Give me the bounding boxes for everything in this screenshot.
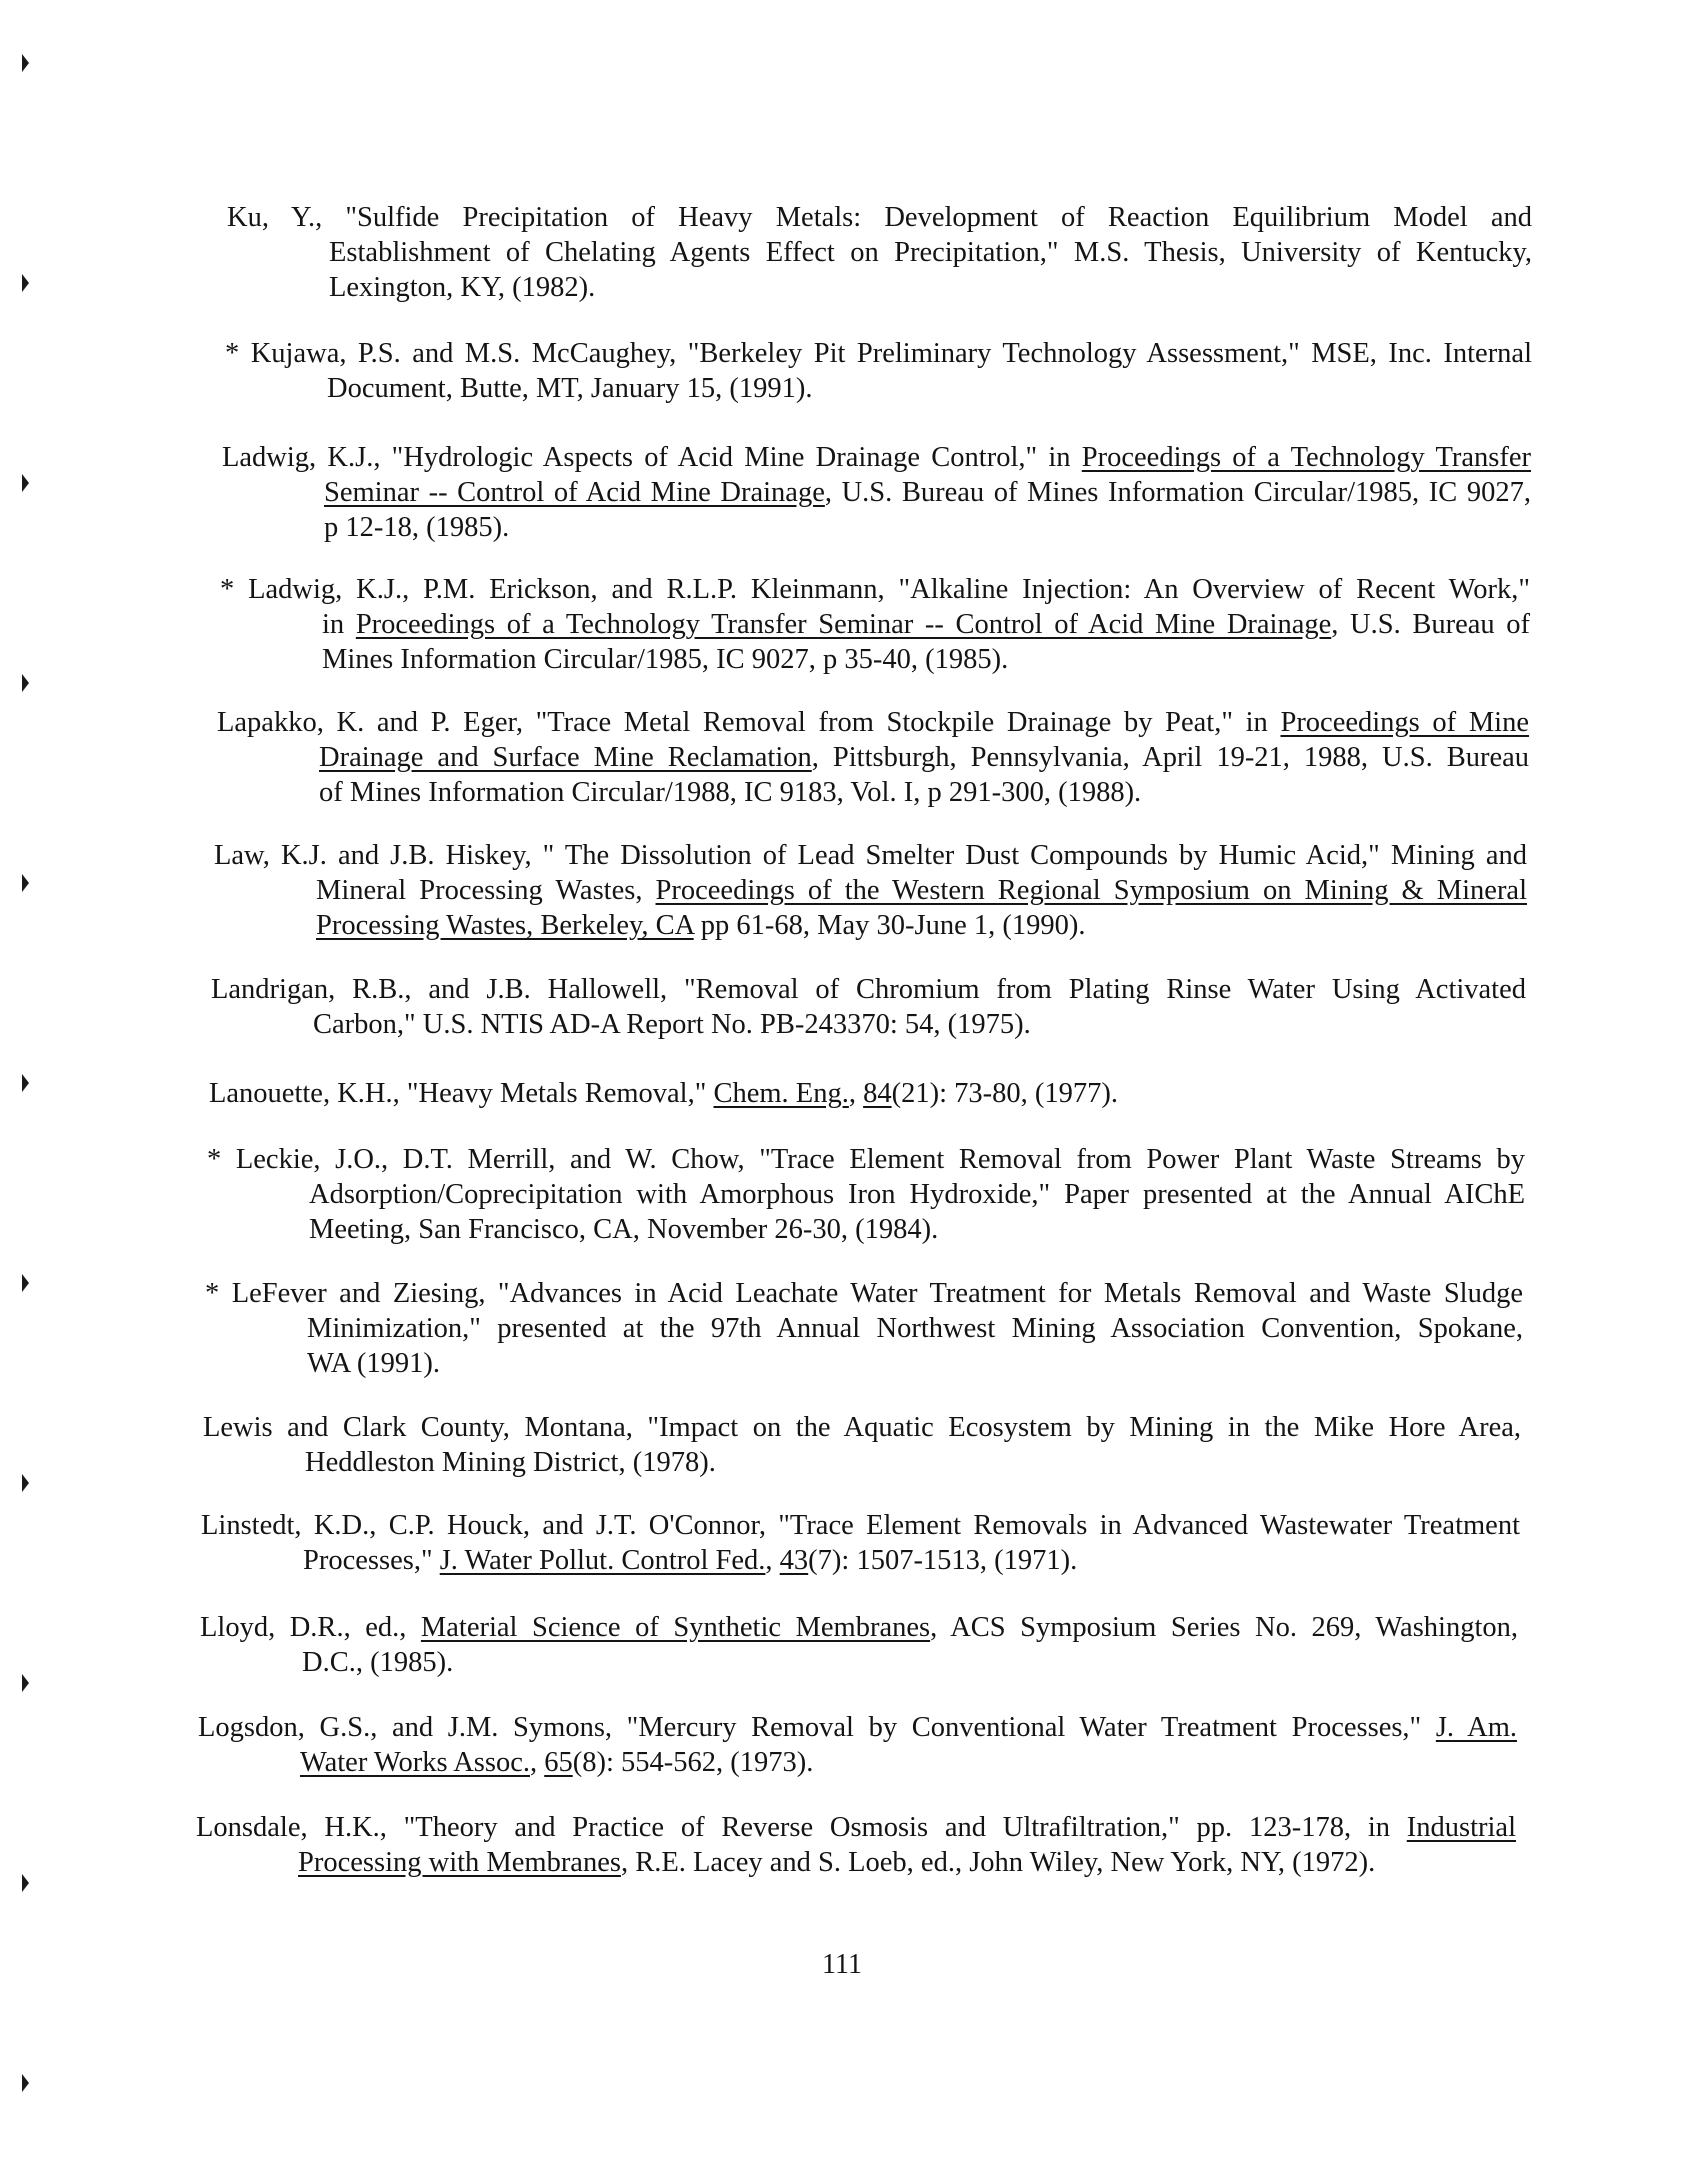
reference-entry [198,1710,1517,1780]
reference-entry [205,1276,1523,1381]
cited-title: Processing with Membranes [298,1847,621,1878]
reference-entry [214,838,1527,943]
binding-mark [22,2074,29,2092]
reference-entry [222,440,1531,545]
reference-line: * LeFever and Ziesing, "Advances in Acid Leachate Water Treatment for Metals Removal and Waste Sludge [205,1278,1523,1309]
volume-number: 65 [544,1747,573,1778]
volume-number: 84 [863,1078,892,1109]
cited-title: Proceedings of a Technology Transfer Seminar -- Control of Acid Mine Drainage [355,609,1332,640]
reference-line: Mineral Processing Wastes, Proceedings of the Western Regional Symposium on Mining & Mineral [316,875,1527,906]
reference-line: Lanouette, K.H., "Heavy Metals Removal," Chem. Eng., 84(21): 73-80, (1977). [209,1078,1118,1109]
reference-line: Water Works Assoc., 65(8): 554-562, (1973). [300,1747,814,1778]
reference-line: Ku, Y., "Sulfide Precipitation of Heavy Metals: Development of Reaction Equilibrium Model and [227,202,1532,233]
journal-title: Chem. Eng. [713,1078,849,1109]
reference-line: Minimization," presented at the 97th Annual Northwest Mining Association Convention, Spokane, [307,1313,1523,1344]
reference-entry [227,200,1532,305]
reference-entry [211,972,1526,1042]
reference-line: Document, Butte, MT, January 15, (1991). [327,373,813,404]
binding-mark [22,1874,29,1892]
reference-line: Meeting, San Francisco, CA, November 26-30, (1984). [309,1214,939,1245]
cited-title: Processing Wastes, Berkeley, CA [316,910,694,941]
reference-line: Law, K.J. and J.B. Hiskey, " The Dissolution of Lead Smelter Dust Compounds by Humic Acid," Mining and [214,840,1527,871]
cited-title: Seminar -- Control of Acid Mine Drainage [324,477,825,508]
binding-mark [22,1674,29,1692]
reference-line: Lewis and Clark County, Montana, "Impact on the Aquatic Ecosystem by Mining in the Mike Hore Area, [203,1412,1521,1443]
reference-entry [220,572,1530,677]
page-number: 111 [822,1949,862,1980]
binding-mark [22,1074,29,1092]
reference-line: D.C., (1985). [302,1647,454,1678]
volume-number: 43 [779,1545,809,1576]
reference-line: Lexington, KY, (1982). [329,272,596,303]
cited-title: Industrial [1406,1812,1516,1843]
binding-mark [22,474,29,492]
reference-line: Seminar -- Control of Acid Mine Drainage, U.S. Bureau of Mines Information Circular/1985, IC 9027, [324,477,1531,508]
binding-mark [22,674,29,692]
journal-title: J. Am. [1435,1712,1517,1743]
reference-entry [203,1410,1521,1480]
reference-line: Heddleston Mining District, (1978). [305,1447,716,1478]
reference-line: Lloyd, D.R., ed., Material Science of Synthetic Membranes, ACS Symposium Series No. 269, Washington, [200,1612,1518,1643]
binding-mark [22,274,29,292]
journal-title: Water Works Assoc. [300,1747,530,1778]
reference-entry [207,1142,1525,1247]
reference-line: Lapakko, K. and P. Eger, "Trace Metal Removal from Stockpile Drainage by Peat," in Proceedings of Mine [217,707,1529,738]
reference-line: Linstedt, K.D., C.P. Houck, and J.T. O'Connor, "Trace Element Removals in Advanced Wastewater Treatment [201,1510,1520,1541]
reference-line: * Ladwig, K.J., P.M. Erickson, and R.L.P. Kleinmann, "Alkaline Injection: An Overview of Recent Work," [220,574,1530,605]
cited-title: Proceedings of Mine [1280,707,1529,738]
reference-entry [196,1810,1516,1880]
reference-line: of Mines Information Circular/1988, IC 9183, Vol. I, p 291-300, (1988). [319,777,1142,808]
reference-entry [200,1610,1518,1680]
reference-line: Logsdon, G.S., and J.M. Symons, "Mercury Removal by Conventional Water Treatment Processes," J. Am. [198,1712,1517,1743]
reference-line: WA (1991). [307,1348,440,1379]
binding-mark [22,874,29,892]
reference-entry [225,336,1532,406]
reference-line: in Proceedings of a Technology Transfer Seminar -- Control of Acid Mine Drainage, U.S. Bureau of [322,609,1531,640]
cited-title: Drainage and Surface Mine Reclamation [319,742,812,773]
reference-line: Processes," J. Water Pollut. Control Fed., 43(7): 1507-1513, (1971). [303,1545,1078,1576]
reference-entry [217,705,1529,810]
binding-mark [22,54,29,72]
reference-entry [201,1508,1520,1578]
reference-line: Mines Information Circular/1985, IC 9027, p 35-40, (1985). [322,644,1009,675]
cited-title: Proceedings of the Western Regional Symposium on Mining & Mineral [655,875,1527,906]
binding-mark [22,1474,29,1492]
reference-entry [209,1076,1519,1111]
reference-line: Landrigan, R.B., and J.B. Hallowell, "Removal of Chromium from Plating Rinse Water Using Activated [211,974,1526,1005]
binding-mark [22,1274,29,1292]
reference-line: Establishment of Chelating Agents Effect on Precipitation," M.S. Thesis, University of Kentucky, [329,237,1532,268]
reference-line: Lonsdale, H.K., "Theory and Practice of Reverse Osmosis and Ultrafiltration," pp. 123-178, in Industrial [196,1812,1516,1843]
reference-line: Carbon," U.S. NTIS AD-A Report No. PB-243370: 54, (1975). [313,1009,1031,1040]
reference-line: Processing with Membranes, R.E. Lacey and S. Loeb, ed., John Wiley, New York, NY, (1972). [298,1847,1376,1878]
reference-line: * Kujawa, P.S. and M.S. McCaughey, "Berkeley Pit Preliminary Technology Assessment," MSE, Inc. Internal [225,338,1532,369]
reference-line: p 12-18, (1985). [324,512,510,543]
cited-title: Material Science of Synthetic Membranes [420,1612,931,1643]
reference-line: * Leckie, J.O., D.T. Merrill, and W. Chow, "Trace Element Removal from Power Plant Waste Streams by [207,1144,1525,1175]
reference-line: Ladwig, K.J., "Hydrologic Aspects of Acid Mine Drainage Control," in Proceedings of a Technology Transfer [222,442,1531,473]
cited-title: Proceedings of a Technology Transfer [1081,442,1531,473]
reference-line: Drainage and Surface Mine Reclamation, Pittsburgh, Pennsylvania, April 19-21, 1988, U.S. Bureau [319,742,1529,773]
journal-title: J. Water Pollut. Control Fed. [439,1545,766,1576]
reference-line: Adsorption/Coprecipitation with Amorphous Iron Hydroxide," Paper presented at the Annual AIChE [309,1179,1525,1210]
reference-line: Processing Wastes, Berkeley, CA pp 61-68, May 30-June 1, (1990). [316,910,1086,941]
